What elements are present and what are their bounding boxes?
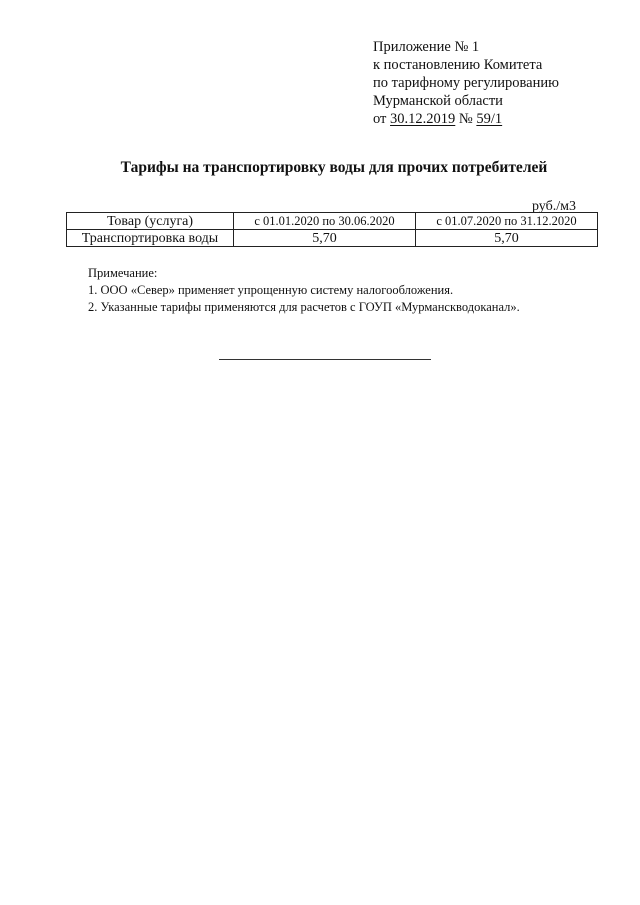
note-item-2: 2. Указанные тарифы применяются для расчетов с ГОУП «Мурманскводоканал». xyxy=(88,300,520,314)
cell-tariff-period-2: 5,70 xyxy=(416,230,598,247)
table-header-row xyxy=(67,213,598,230)
cell-tariff-period-1: 5,70 xyxy=(234,230,416,247)
header-product: Товар (услуга) xyxy=(67,213,234,230)
resolution-number: 59/1 xyxy=(476,111,503,127)
header-period-1: с 01.01.2020 по 30.06.2020 xyxy=(234,213,416,230)
unit-label: руб./м3 xyxy=(531,199,576,214)
appendix-line-4: Мурманской области xyxy=(373,93,503,109)
number-sign: № xyxy=(458,111,473,127)
appendix-block xyxy=(373,38,559,128)
cell-product: Транспортировка воды xyxy=(67,230,234,247)
date-prefix: от xyxy=(373,111,387,127)
appendix-date-line xyxy=(373,110,559,128)
table-row xyxy=(67,230,598,247)
notes-heading: Примечание: xyxy=(88,266,158,280)
appendix-line-1: Приложение № 1 xyxy=(373,39,480,55)
notes-block xyxy=(88,265,520,316)
resolution-date: 30.12.2019 xyxy=(390,111,456,127)
separator-line xyxy=(219,359,431,360)
note-item-1: 1. ООО «Север» применяет упрощенную систему налогообложения. xyxy=(88,283,454,297)
header-period-2: с 01.07.2020 по 31.12.2020 xyxy=(416,213,598,230)
document-title: Тарифы на транспортировку воды для прочих потребителей xyxy=(120,159,548,176)
tariff-table xyxy=(66,212,598,247)
appendix-line-2: к постановлению Комитета xyxy=(373,57,543,73)
appendix-line-3: по тарифному регулированию xyxy=(373,75,559,91)
